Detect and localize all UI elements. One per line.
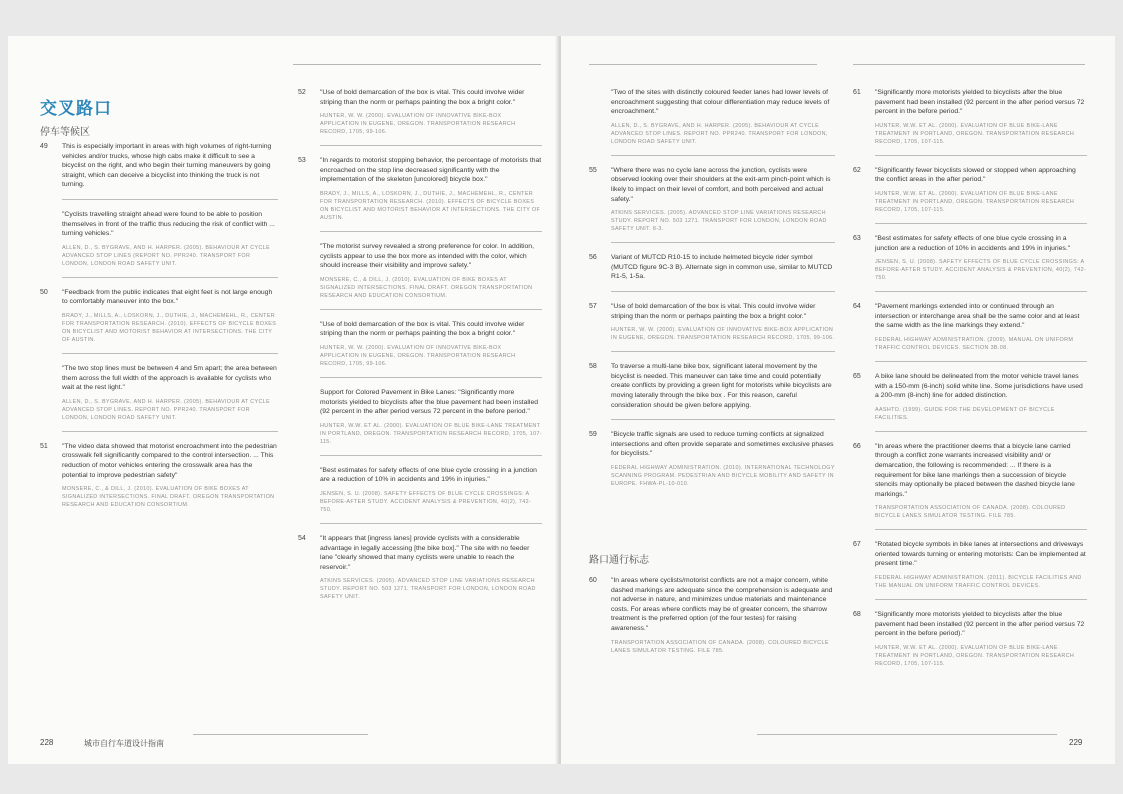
reference-entry bbox=[853, 234, 1087, 292]
entry-text: "In areas where the practitioner deems that a bicycle lane carried through a conflict zone warrants increased visibility and/ or demarcation, the following is recommended: ... If there is a requirement for bike lane markings then a succession of bicycle stencils may optionally be placed between the dashed bicycle lane markings." bbox=[875, 442, 1075, 498]
entry-divider bbox=[62, 277, 278, 278]
entry-text: "Significantly more motorists yielded to bicyclists after the blue pavement had been installed (92 percent in the after period versus 72 percent in the before period." bbox=[875, 89, 1085, 116]
entry-divider bbox=[611, 291, 835, 292]
entry-divider bbox=[62, 353, 278, 354]
entry-text: "The video data showed that motorist encroachment into the pedestrian crosswalk fell significantly compared to the control intersection. ... This reduction of motor vehicles entering the crosswalk area has the potential to improve pedestrian safety" bbox=[62, 442, 277, 479]
entry-text: "Use of bold demarcation of the box is vital. This could involve wider striping than the norm or perhaps painting the box a bright color." bbox=[320, 320, 525, 338]
reference-entry bbox=[853, 88, 1087, 156]
entry-divider bbox=[875, 529, 1087, 530]
entry-text: "Use of bold demarcation of the box is vital. This could involve wider striping than the norm or perhaps painting the box a bright color." bbox=[611, 302, 816, 320]
entry-text: "Best estimates for safety effects of one blue cycle crossing in a junction are a reduction of 10% in accidents and 19% in injuries." bbox=[875, 234, 1071, 252]
entry-text: "Best estimates for safety effects of one blue cycle crossing in a junction are a reduction of 10% in accidents and 19% in injuries." bbox=[320, 466, 537, 484]
entry-source: HUNTER, W. W. (2000). EVALUATION OF INNOVATIVE BIKE-BOX APPLICATION IN EUGENE, OREGON. TRANSPORTATION RESEARCH RECORD, 1705, 99-106. bbox=[320, 113, 516, 136]
reference-entry bbox=[853, 442, 1087, 531]
entry-number: 67 bbox=[853, 541, 861, 549]
entry-number: 61 bbox=[853, 89, 861, 96]
right-column-1 bbox=[589, 88, 835, 498]
entry-text: To traverse a multi-lane bike box, significant lateral movement by the bicyclist is needed. This maneuver can take time and could potentially create conflicts by providing a green light for motorists while bicyclists are moving laterally through the bike box . For this reason, careful consideration should be given before applying. bbox=[611, 363, 832, 409]
entry-source: JENSEN, S. U. (2008). SAFETY EFFECTS OF BLUE CYCLE CROSSINGS: A BEFORE-AFTER STUDY. ACCIDENT ANALYSIS & PREVENTION, 40(2), 742-750. bbox=[320, 490, 532, 513]
entry-source: JENSEN, S. U. (2008). SAFETY EFFECTS OF BLUE CYCLE CROSSINGS: A BEFORE-AFTER STUDY. ACCIDENT ANALYSIS & PREVENTION, 40(2), 742-750. bbox=[875, 259, 1087, 282]
entry-text: "Bicycle traffic signals are used to reduce turning conflicts at signalized intersections and often provide separate and sometimes exclusive phases for bicyclists." bbox=[611, 431, 834, 458]
left-column-2 bbox=[298, 88, 542, 611]
reference-entry bbox=[589, 166, 835, 243]
entry-text: "Cyclists travelling straight ahead were found to be able to position themselves in front of the traffic thus reducing the risk of conflict with ... turning vehicles." bbox=[62, 210, 275, 238]
entry-source: ATKINS SERVICES. (2005). ADVANCED STOP LINE VARIATIONS RESEARCH STUDY. REPORT NO. 503 1271. TRANSPORT FOR LONDON, LONDON ROAD SAFETY UNIT. bbox=[320, 578, 536, 601]
entry-source: HUNTER, W. W. (2000). EVALUATION OF INNOVATIVE BIKE-BOX APPLICATION IN EUGENE, OREGON. TRANSPORTATION RESEARCH RECORD, 1705, 99-106. bbox=[611, 327, 835, 342]
entry-divider bbox=[875, 291, 1087, 292]
entry-number: 68 bbox=[853, 611, 861, 619]
entry-source: HUNTER, W.W. ET AL. (2000). EVALUATION OF BLUE BIKE-LANE TREATMENT IN PORTLAND, OREGON. TRANSPORTATION RESEARCH RECORD, 1705, 107-115. bbox=[320, 422, 542, 445]
entry-number: 52 bbox=[298, 89, 306, 96]
subsection-title: 停车等候区 bbox=[40, 127, 90, 138]
entry-source: FEDERAL HIGHWAY ADMINISTRATION. (2010). INTERNATIONAL TECHNOLOGY SCANNING PROGRAM. PEDESTRIAN AND BICYCLE MOBILITY AND SAFETY IN EUROPE. FHWA-PL-10-010. bbox=[611, 464, 835, 487]
reference-entry bbox=[853, 540, 1087, 600]
entry-divider bbox=[320, 455, 542, 456]
entry-number: 54 bbox=[298, 534, 306, 542]
reference-entry bbox=[589, 88, 835, 156]
entry-divider bbox=[875, 599, 1087, 600]
right-page bbox=[561, 36, 1115, 764]
entry-divider bbox=[875, 223, 1087, 224]
top-rule-right-2 bbox=[853, 64, 1085, 65]
entry-divider bbox=[320, 145, 542, 146]
reference-entry bbox=[589, 576, 835, 655]
reference-entry bbox=[589, 302, 835, 352]
entry-source: MONSERE, C., & DILL, J. (2010). EVALUATION OF BIKE BOXES AT SIGNALIZED INTERSECTIONS. FINAL DRAFT. OREGON TRANSPORTATION RESEARCH AND EDUCATION CONSORTIUM. bbox=[320, 276, 533, 299]
entry-divider bbox=[62, 199, 278, 200]
entry-text: "Use of bold demarcation of the box is vital. This could involve wider striping than the norm or perhaps painting the box a bright color." bbox=[320, 89, 525, 106]
reference-entry bbox=[298, 156, 542, 232]
entry-text: "In areas where cyclists/motorist conflicts are not a major concern, white dashed markings are adequate since the comprehension is adequate and not adverse in nature, and minimizes undue materials and maintenance costs. For areas where conflicts may be of greater concern, the sharrow treatment is the preferred option (of the four testes) for raising awareness." bbox=[611, 577, 833, 632]
reference-entry bbox=[40, 364, 278, 432]
subsection-title-right: 路口通行标志 bbox=[589, 555, 649, 566]
entry-source: FEDERAL HIGHWAY ADMINISTRATION. (2011). BICYCLE FACILITIES AND THE MANUAL ON UNIFORM TRAFFIC CONTROL DEVICES. bbox=[875, 575, 1082, 590]
right-column-2 bbox=[853, 88, 1087, 678]
reference-entry bbox=[40, 288, 278, 354]
entry-number: 64 bbox=[853, 303, 861, 311]
reference-entry bbox=[853, 610, 1087, 668]
entry-divider bbox=[62, 431, 278, 432]
entry-source: ATKINS SERVICES. (2005). ADVANCED STOP LINE VARIATIONS RESEARCH STUDY. REPORT NO. 503 1271. TRANSPORT FOR LONDON, LONDON ROAD SAFETY UNIT. 8-3. bbox=[611, 210, 827, 233]
entry-text: Variant of MUTCD R10-15 to include helmeted bicycle rider symbol (MUTCD figure 9C-3 B). Alternate sign in common use, similar to MUTCD R1-5, 1-5a. bbox=[611, 254, 833, 281]
entry-divider bbox=[320, 523, 542, 524]
section-title: 交叉路口 bbox=[40, 99, 112, 118]
entry-text: "Rotated bicycle symbols in bike lanes at intersections and driveways oriented towards turning or entering motorists: Can be implemented at present time." bbox=[875, 541, 1086, 568]
entry-number: 65 bbox=[853, 372, 861, 380]
left-column-1 bbox=[40, 142, 278, 519]
reference-entry bbox=[298, 388, 542, 456]
entry-divider bbox=[875, 155, 1087, 156]
entry-text: "Feedback from the public indicates that eight feet is not large enough to comfortably maneuver into the box." bbox=[62, 288, 273, 306]
entry-number: 62 bbox=[853, 166, 861, 174]
entry-divider bbox=[611, 419, 835, 420]
entry-number: 58 bbox=[589, 363, 597, 371]
reference-entry bbox=[853, 372, 1087, 432]
entry-text: "Significantly more motorists yielded to bicyclists after the blue pavement had been installed (92 percent in the after period versus 72 percent in the before period)." bbox=[875, 611, 1085, 638]
page-number-left: 228 bbox=[40, 738, 54, 747]
top-rule bbox=[293, 64, 541, 65]
reference-entry bbox=[40, 142, 278, 200]
reference-entry bbox=[40, 210, 278, 278]
entry-number: 55 bbox=[589, 166, 597, 174]
entry-divider bbox=[611, 351, 835, 352]
entry-source: MONSERE, C., & DILL, J. (2010). EVALUATION OF BIKE BOXES AT SIGNALIZED INTERSECTIONS. FINAL DRAFT. OREGON TRANSPORTATION RESEARCH AND EDUCATION CONSORTIUM. bbox=[62, 486, 275, 509]
reference-entry bbox=[298, 88, 542, 146]
entry-number: 59 bbox=[589, 431, 597, 439]
reference-entry bbox=[589, 253, 835, 292]
entry-text: "Pavement markings extended into or continued through an intersection or interchange area shall be the same color and at least the same width as the line markings they extend." bbox=[875, 303, 1080, 330]
entry-source: BRADY, J., MILLS, A., LOSKORN, J., DUTHIE, J., MACHEMEHL, R., CENTER FOR TRANSPORTATION RESEARCH. (2010). EFFECTS OF BICYCLE BOXES ON BICYCLIST AND MOTORIST BEHAVIOR AT INTERSECTIONS. THE CITY OF AUSTIN. bbox=[62, 312, 277, 343]
entry-source: TRANSPORTATION ASSOCIATION OF CANADA. (2008). COLOURED BICYCLE LANES SIMULATOR TESTING. FILE 785. bbox=[611, 639, 829, 654]
entry-number: 53 bbox=[298, 157, 306, 165]
entry-divider bbox=[320, 377, 542, 378]
entry-divider bbox=[320, 309, 542, 310]
entry-source: HUNTER, W.W. ET AL. (2000). EVALUATION OF BLUE BIKE-LANE TREATMENT IN PORTLAND, OREGON. TRANSPORTATION RESEARCH RECORD, 1705, 107-115. bbox=[875, 644, 1075, 667]
reference-entry bbox=[853, 302, 1087, 362]
book-title: 城市自行车道设计指南 bbox=[84, 739, 164, 748]
entry-number: 51 bbox=[40, 442, 48, 450]
entry-number: 66 bbox=[853, 442, 861, 450]
entry-divider bbox=[611, 155, 835, 156]
entry-divider bbox=[875, 431, 1087, 432]
entry-number: 50 bbox=[40, 288, 48, 296]
entry-source: ALLEN, D., S. BYGRAVE, AND H. HARPER. (2005). BEHAVIOUR AT CYCLE ADVANCED STOP LINES. REPORT NO. PPR240. TRANSPORT FOR LONDON, LONDON ROAD SAFETY UNIT. bbox=[611, 122, 828, 145]
footer-rule bbox=[193, 734, 368, 735]
reference-entry bbox=[298, 242, 542, 310]
entry-source: FEDERAL HIGHWAY ADMINISTRATION. (2009). MANUAL ON UNIFORM TRAFFIC CONTROL DEVICES. SECTION 3B.08. bbox=[875, 336, 1074, 351]
entry-text: "In regards to motorist stopping behavior, the percentage of motorists that encroached on the stop line decreased significantly with the implementation of the skeleton [uncolored] bicycle box." bbox=[320, 157, 542, 184]
entry-text: "It appears that [ingress lanes] provide cyclists with a considerable advantage in legally accessing [the bike box]." The site with no feeder lane "clearly showed that many cyclists were unable to reach the reservoir." bbox=[320, 534, 530, 571]
top-rule-right-1 bbox=[589, 64, 817, 65]
entry-divider bbox=[320, 231, 542, 232]
entry-source: HUNTER, W. W. (2000). EVALUATION OF INNOVATIVE BIKE-BOX APPLICATION IN EUGENE, OREGON. TRANSPORTATION RESEARCH RECORD, 1705, 99-106. bbox=[320, 344, 516, 367]
page-number-right: 229 bbox=[1069, 738, 1083, 747]
entry-source: TRANSPORTATION ASSOCIATION OF CANADA. (2008). COLOURED BICYCLE LANES SIMULATOR TESTING. FILE 785. bbox=[875, 505, 1066, 520]
entry-source: ALLEN, D., S. BYGRAVE, AND H. HARPER. (2005). BEHAVIOUR AT CYCLE ADVANCED STOP LINES (REPORT NO. PPR240. TRANSPORT FOR LONDON, LONDON ROAD SAFETY UNIT. bbox=[62, 244, 271, 267]
entry-text: "Significantly fewer bicyclists slowed or stopped when approaching the conflict areas in the after period." bbox=[875, 166, 1076, 184]
entry-source: HUNTER, W.W. ET AL. (2000). EVALUATION OF BLUE BIKE-LANE TREATMENT IN PORTLAND, OREGON. TRANSPORTATION RESEARCH RECORD, 1705, 107-115. bbox=[875, 190, 1075, 213]
entry-source: AASHTO. (1999). GUIDE FOR THE DEVELOPMENT OF BICYCLE FACILITIES. bbox=[875, 406, 1055, 421]
entry-text: "The two stop lines must be between 4 and 5m apart; the area between them across the full width of the approach is available for cyclists who wait at the rest light." bbox=[62, 364, 277, 392]
reference-entry bbox=[589, 362, 835, 420]
reference-entry bbox=[298, 466, 542, 524]
entry-number: 60 bbox=[589, 577, 597, 584]
entry-text: "The motorist survey revealed a strong preference for color. In addition, cyclists appear to use the box more as intended with the color, which should increase their visibility and improve safety." bbox=[320, 242, 534, 270]
reference-entry bbox=[40, 442, 278, 509]
entry-text: A bike lane should be delineated from the motor vehicle travel lanes with a 150-mm (6-inch) solid white line. Some jurisdictions have used a 200-mm (8-inch) line for added distinction. bbox=[875, 372, 1083, 400]
entry-number: 49 bbox=[40, 143, 48, 150]
entry-number: 56 bbox=[589, 254, 597, 262]
entry-number: 63 bbox=[853, 234, 861, 242]
footer-rule-right bbox=[757, 734, 1057, 735]
reference-entry bbox=[853, 166, 1087, 224]
reference-entry bbox=[589, 430, 835, 488]
entry-divider bbox=[875, 361, 1087, 362]
entry-text: This is especially important in areas with high volumes of right-turning vehicles and/or trucks, whose high cabs make it difficult to see a bicyclist on the right, and who begin their turning maneuvers by going straight, which can deceive a bicyclist into thinking the truck is not turning. bbox=[62, 143, 272, 189]
entry-divider bbox=[611, 242, 835, 243]
right-column-1-continued bbox=[589, 576, 835, 665]
entry-text: "Where there was no cycle lane across the junction, cyclists were observed looking over their shoulders at the exit-arm pinch-point which is likely to impact on their level of comfort, and both perceived and actual safety." bbox=[611, 166, 831, 203]
entry-number: 57 bbox=[589, 302, 597, 310]
entry-source: HUNTER, W.W. ET AL. (2000). EVALUATION OF BLUE BIKE-LANE TREATMENT IN PORTLAND, OREGON. TRANSPORTATION RESEARCH RECORD, 1705, 107-115. bbox=[875, 122, 1075, 145]
entry-text: Support for Colored Pavement in Bike Lanes: "Significantly more motorists yielded to bicyclists after the blue pavement had been installed (92 percent in the after period versus 72 percent in the before period." bbox=[320, 388, 538, 416]
entry-source: BRADY, J., MILLS, A., LOSKORN, J., DUTHIE, J., MACHEMEHL, R., CENTER FOR TRANSPORTATION RESEARCH. (2010). EFFECTS OF BICYCLE BOXES ON BICYCLIST AND MOTORIST BEHAVIOR AT INTERSECTIONS. THE CITY OF AUSTIN. bbox=[320, 190, 541, 221]
left-page bbox=[8, 36, 558, 764]
reference-entry bbox=[298, 320, 542, 378]
reference-entry bbox=[298, 534, 542, 601]
entry-text: "Two of the sites with distinctly coloured feeder lanes had lower levels of encroachment suggesting that colour differentiation may reduce levels of encroachment." bbox=[611, 89, 830, 116]
entry-source: ALLEN, D., S. BYGRAVE, AND H. HARPER. (2005). BEHAVIOUR AT CYCLE ADVANCED STOP LINES. REPORT NO. PPR240. TRANSPORT FOR LONDON, LONDON ROAD SAFETY UNIT. bbox=[62, 398, 271, 421]
